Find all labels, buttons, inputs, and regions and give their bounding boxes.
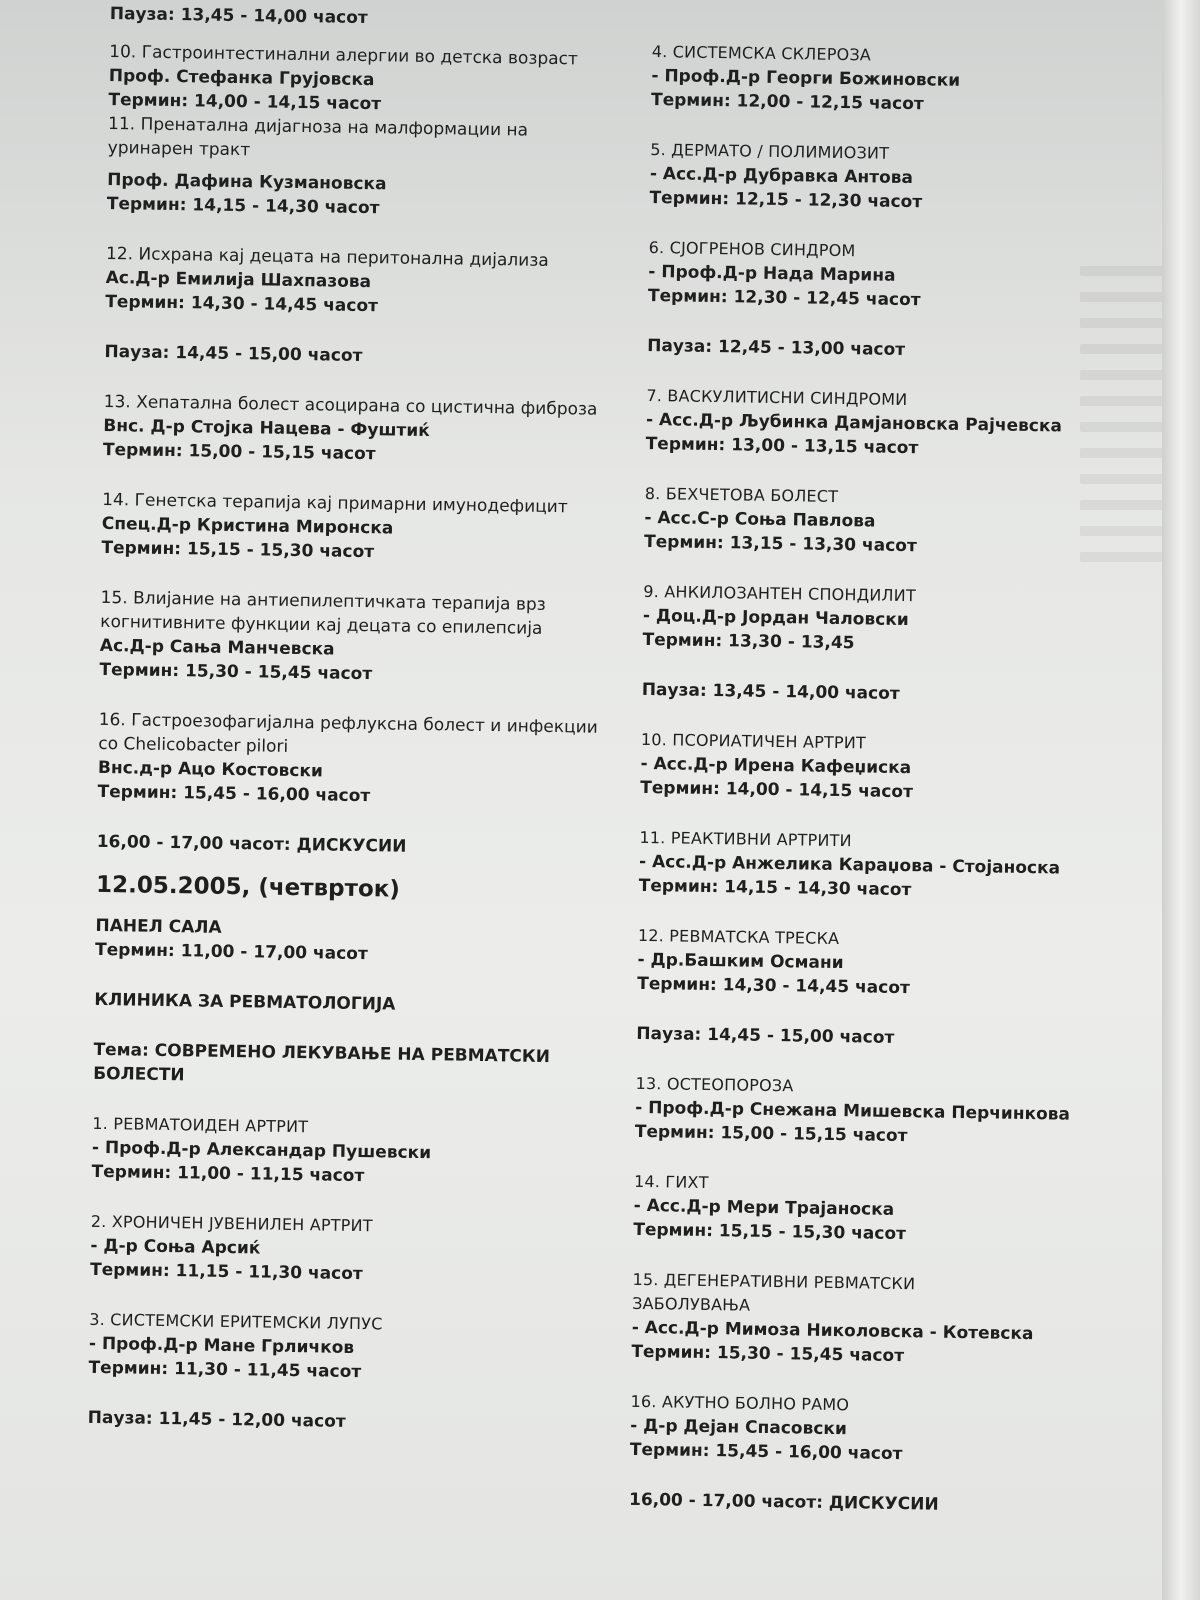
item-title: 16. Гастроезофагијална рефлуксна болест и инфекции со Chelicobacter pilori — [98, 709, 598, 757]
item-title: 14. ГИХТ — [633, 1171, 709, 1193]
program-item — [635, 1072, 1076, 1151]
program-item — [645, 384, 1086, 463]
hall-name: ПАНЕЛ САЛА — [95, 915, 222, 938]
pause-line: Пауза: 14,45 - 15,00 часот — [636, 1023, 895, 1048]
program-item — [633, 1170, 1074, 1249]
item-time: Термин: 13,15 - 13,30 часот — [643, 531, 917, 557]
program-item — [630, 1390, 1071, 1469]
item-author: - Д-р Соња Арсиќ — [90, 1235, 261, 1259]
item-author: Проф. Стефанка Грујовска — [108, 65, 375, 91]
program-item — [90, 1210, 611, 1290]
theme-line: Тема: СОВРЕМЕНО ЛЕКУВАЊЕ НА РЕВМАТСКИ БОЛЕСТИ — [93, 1039, 551, 1086]
left-column — [88, 2, 630, 1438]
item-title: 14. Генетска терапија кај примарни имунодефицит — [102, 489, 568, 518]
item-author: - Проф.Д-р Мане Грличков — [88, 1333, 355, 1358]
program-item — [97, 708, 618, 812]
item-title: 11. РЕАКТИВНИ АРТРИТИ — [639, 827, 852, 851]
item-title: 15. Влијание на антиепилептичката терапија врз когнитивните функции кај децата со епилепсија — [100, 587, 546, 639]
program-item — [649, 138, 1090, 217]
item-author: Спец.Д-р Кристина Миронска — [101, 513, 394, 539]
item-title: 3. СИСТЕМСКИ ЕРИТЕМСКИ ЛУПУС — [89, 1309, 383, 1334]
program-item — [651, 40, 1092, 119]
discussion-line: 16,00 - 17,00 часот: ДИСКУСИИ — [96, 831, 407, 857]
item-time: Термин: 11,30 - 11,45 часот — [88, 1357, 362, 1383]
item-title: 8. БЕХЧЕТОВА БОЛЕСТ — [644, 483, 839, 506]
item-author: - Асс.С-р Соња Павлова — [644, 507, 876, 532]
item-time: Термин: 11,15 - 11,30 часот — [89, 1259, 363, 1285]
item-author: - Доц.Д-р Јордан Чаловски — [642, 605, 909, 631]
item-title: 12. Исхрана кај децата на перитонална дијализа — [105, 243, 549, 271]
item-time: Термин: 15,30 - 15,45 часот — [99, 659, 373, 685]
item-time: Термин: 15,00 - 15,15 часот — [102, 439, 376, 465]
item-author: Ас.Д-р Емилија Шахпазова — [105, 267, 372, 293]
program-item — [631, 1268, 1072, 1371]
program-item — [105, 242, 626, 322]
item-time: Термин: 13,30 - 13,45 — [642, 629, 855, 654]
item-time: Термин: 14,30 - 14,45 часот — [637, 973, 910, 999]
item-title: 12. РЕВМАТСКА ТРЕСКА — [637, 925, 840, 949]
item-time: Термин: 15,00 - 15,15 часот — [634, 1121, 908, 1147]
item-author: - Асс.Д-р Ирена Кафеџиска — [640, 753, 912, 779]
program-item — [639, 826, 1080, 905]
page-edge — [1162, 0, 1200, 1600]
item-time: Термин: 15,45 - 16,00 часот — [629, 1439, 903, 1465]
item-author: - Проф.Д-р Нада Марина — [648, 261, 896, 286]
item-title: 9. АНКИЛОЗАНТЕН СПОНДИЛИТ — [643, 581, 917, 606]
item-title: 13. ОСТЕОПОРОЗА — [635, 1073, 794, 1096]
item-title: 6. СЈОГРЕНОВ СИНДРОМ — [648, 237, 856, 261]
program-item — [644, 482, 1085, 561]
item-author: - Др.Башким Османи — [637, 949, 844, 974]
item-title: 7. ВАСКУЛИТИСНИ СИНДРОМИ — [646, 385, 908, 410]
item-author: - Асс.Д-р Мимоза Николовска - Котевска — [631, 1317, 1034, 1345]
item-author: - Д-р Дејан Спасовски — [630, 1415, 848, 1440]
program-item — [640, 728, 1081, 807]
item-title: 4. СИСТЕМСКА СКЛЕРОЗА — [651, 41, 872, 65]
pause-line: Пауза: 13,45 - 14,00 часот — [641, 679, 900, 704]
item-time: Термин: 14,30 - 14,45 часот — [105, 291, 379, 317]
item-title: 10. ПСОРИАТИЧЕН АРТРИТ — [640, 729, 867, 753]
item-title: 15. ДЕГЕНЕРАТИВНИ РЕВМАТСКИ ЗАБОЛУВАЊА — [632, 1269, 916, 1315]
program-item — [107, 112, 629, 224]
item-time: Термин: 11,00 - 11,15 часот — [91, 1161, 365, 1187]
item-time: Термин: 12,15 - 12,30 часот — [649, 187, 923, 213]
program-item — [648, 236, 1089, 315]
program-item — [642, 580, 1083, 659]
discussion-line: 16,00 - 17,00 часот: ДИСКУСИИ — [628, 1489, 939, 1515]
item-author: - Проф.Д-р Снежана Мишевска Перчинкова — [635, 1097, 1071, 1125]
item-author: Внс. Д-р Стојка Нацева - Фуштиќ — [103, 415, 430, 442]
item-title: 16. АКУТНО БОЛНО РАМО — [630, 1391, 850, 1415]
item-time: Термин: 14,15 - 14,30 часот — [638, 875, 912, 901]
program-item — [101, 488, 622, 568]
item-author: Проф. Дафина Кузмановска — [107, 169, 387, 195]
item-time: Термин: 12,00 - 12,15 часот — [650, 89, 924, 115]
item-title: 10. Гастроинтестинални алергии во детска возраст — [109, 41, 579, 70]
item-author: - Асс.Д-р Љубинка Дамјановска Рајчевска — [645, 409, 1063, 437]
item-title: 1. РЕВМАТОИДЕН АРТРИТ — [92, 1113, 309, 1137]
pause-line: Пауза: 11,45 - 12,00 часот — [87, 1407, 346, 1432]
program-item — [108, 40, 629, 120]
item-author: Внс.д-р Ацо Костовски — [97, 757, 324, 782]
item-author: - Проф.Д-р Александар Пушевски — [91, 1137, 432, 1164]
hall-time: Термин: 11,00 - 17,00 часот — [94, 939, 368, 965]
right-column — [629, 40, 1092, 1519]
item-title: 5. ДЕРМАТО / ПОЛИМИОЗИТ — [650, 139, 890, 163]
item-author: - Асс.Д-р Анжелика Караџова - Стојаноска — [638, 851, 1061, 879]
item-time: Термин: 13,00 - 13,15 часот — [645, 433, 919, 459]
program-item — [99, 586, 620, 690]
item-time: Термин: 14,00 - 14,15 часот — [640, 777, 914, 803]
program-item — [88, 1308, 609, 1388]
item-title: 11. Пренатална дијагноза на малформации на уринарен тракт — [107, 113, 529, 161]
item-time: Термин: 15,30 - 15,45 часот — [631, 1341, 905, 1367]
item-author: - Проф.Д-р Георги Божиновски — [651, 65, 961, 91]
item-time: Термин: 15,45 - 16,00 часот — [97, 781, 371, 807]
item-time: Термин: 12,30 - 12,45 часот — [647, 285, 921, 311]
clinic-name: КЛИНИКА ЗА РЕВМАТОЛОГИЈА — [94, 989, 396, 1015]
item-title: 2. ХРОНИЧЕН ЈУВЕНИЛЕН АРТРИТ — [90, 1211, 373, 1236]
item-author: - Асс.Д-р Дубравка Антова — [649, 163, 914, 189]
item-title: 13. Хепатална болест асоцирана со цистична фиброза — [103, 391, 598, 420]
pause-line: Пауза: 14,45 - 15,00 часот — [104, 341, 363, 367]
item-time: Термин: 15,15 - 15,30 часот — [101, 537, 375, 563]
item-author: Ас.Д-р Сања Манчевска — [99, 635, 335, 660]
item-time: Термин: 15,15 - 15,30 часот — [633, 1219, 907, 1245]
pause-line: Пауза: 13,45 - 14,00 часот — [109, 3, 368, 29]
program-item — [637, 924, 1078, 1003]
pause-line: Пауза: 12,45 - 13,00 часот — [647, 335, 906, 361]
item-time: Термин: 14,00 - 14,15 часот — [108, 89, 382, 115]
date-heading: 12.05.2005, (четврток) — [95, 871, 401, 903]
program-item — [91, 1112, 612, 1192]
program-item — [103, 390, 624, 470]
item-time: Термин: 14,15 - 14,30 часот — [106, 193, 380, 219]
item-author: - Асс.Д-р Мери Трајаноска — [633, 1195, 895, 1220]
